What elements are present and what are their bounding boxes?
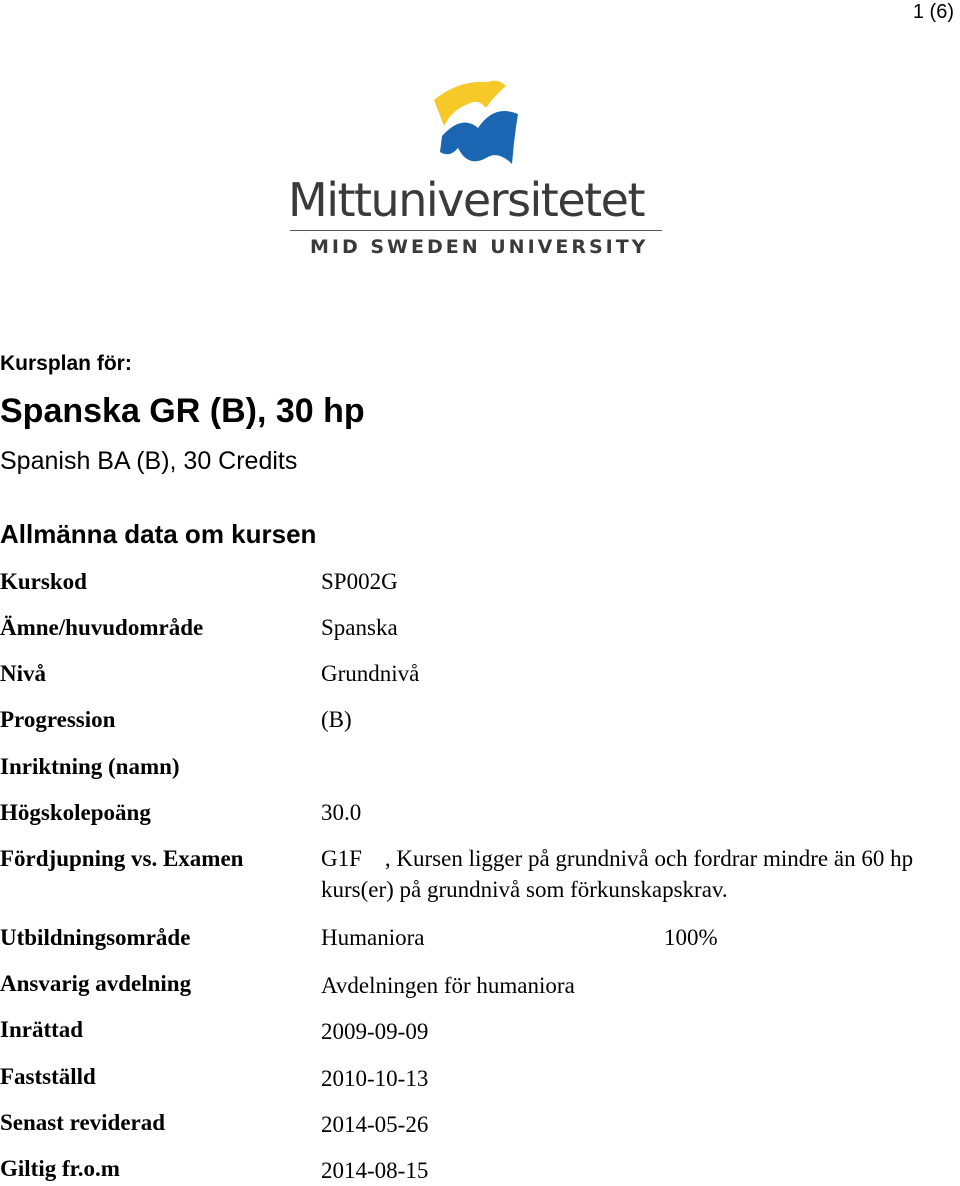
label-faststalld: Fastställd <box>0 1064 96 1089</box>
label-hogskolepoang: Högskolepoäng <box>0 800 151 825</box>
value-kurskod: SP002G <box>321 569 398 594</box>
page-number: 1 (6) <box>912 1 954 23</box>
logo-divider <box>290 230 662 231</box>
label-inrattad: Inrättad <box>0 1017 84 1042</box>
course-subtitle: Spanish BA (B), 30 Credits <box>0 447 298 475</box>
value-utbildningsomrade-percent: 100% <box>664 925 718 950</box>
value-amne: Spanska <box>321 615 398 640</box>
label-progression: Progression <box>0 707 116 732</box>
label-kurskod: Kurskod <box>0 569 87 594</box>
value-progression: (B) <box>321 707 352 732</box>
value-senast-reviderad: 2014-05-26 <box>321 1112 429 1137</box>
label-fordjupning: Fördjupning vs. Examen <box>0 846 244 871</box>
course-title: Spanska GR (B), 30 hp <box>0 392 365 430</box>
logo-subtitle: MID SWEDEN UNIVERSITY <box>310 236 649 258</box>
label-inriktning: Inriktning (namn) <box>0 754 180 779</box>
value-faststalld: 2010-10-13 <box>321 1066 429 1091</box>
label-niva: Nivå <box>0 661 46 686</box>
logo-mark-icon <box>428 78 528 174</box>
value-inrattad: 2009-09-09 <box>321 1019 429 1044</box>
label-ansvarig-avdelning: Ansvarig avdelning <box>0 971 192 996</box>
label-amne: Ämne/huvudområde <box>0 615 204 640</box>
logo-wordmark: Mittuniversitetet <box>288 173 645 227</box>
label-giltig-from: Giltig fr.o.m <box>0 1156 120 1181</box>
value-hogskolepoang: 30.0 <box>321 800 362 825</box>
value-fordjupning: G1F , Kursen ligger på grundnivå och fordrar mindre än 60 hp kurs(er) på grundnivå som förkunskapskrav. <box>321 846 919 902</box>
value-utbildningsomrade: Humaniora <box>321 925 425 950</box>
value-niva: Grundnivå <box>321 661 420 686</box>
university-logo <box>288 78 668 268</box>
section-heading: Allmänna data om kursen <box>0 519 317 549</box>
label-senast-reviderad: Senast reviderad <box>0 1110 166 1135</box>
kursplan-label: Kursplan för: <box>0 352 132 375</box>
value-ansvarig-avdelning: Avdelningen för humaniora <box>321 973 575 998</box>
value-giltig-from: 2014-08-15 <box>321 1158 429 1183</box>
label-utbildningsomrade: Utbildningsområde <box>0 925 191 950</box>
